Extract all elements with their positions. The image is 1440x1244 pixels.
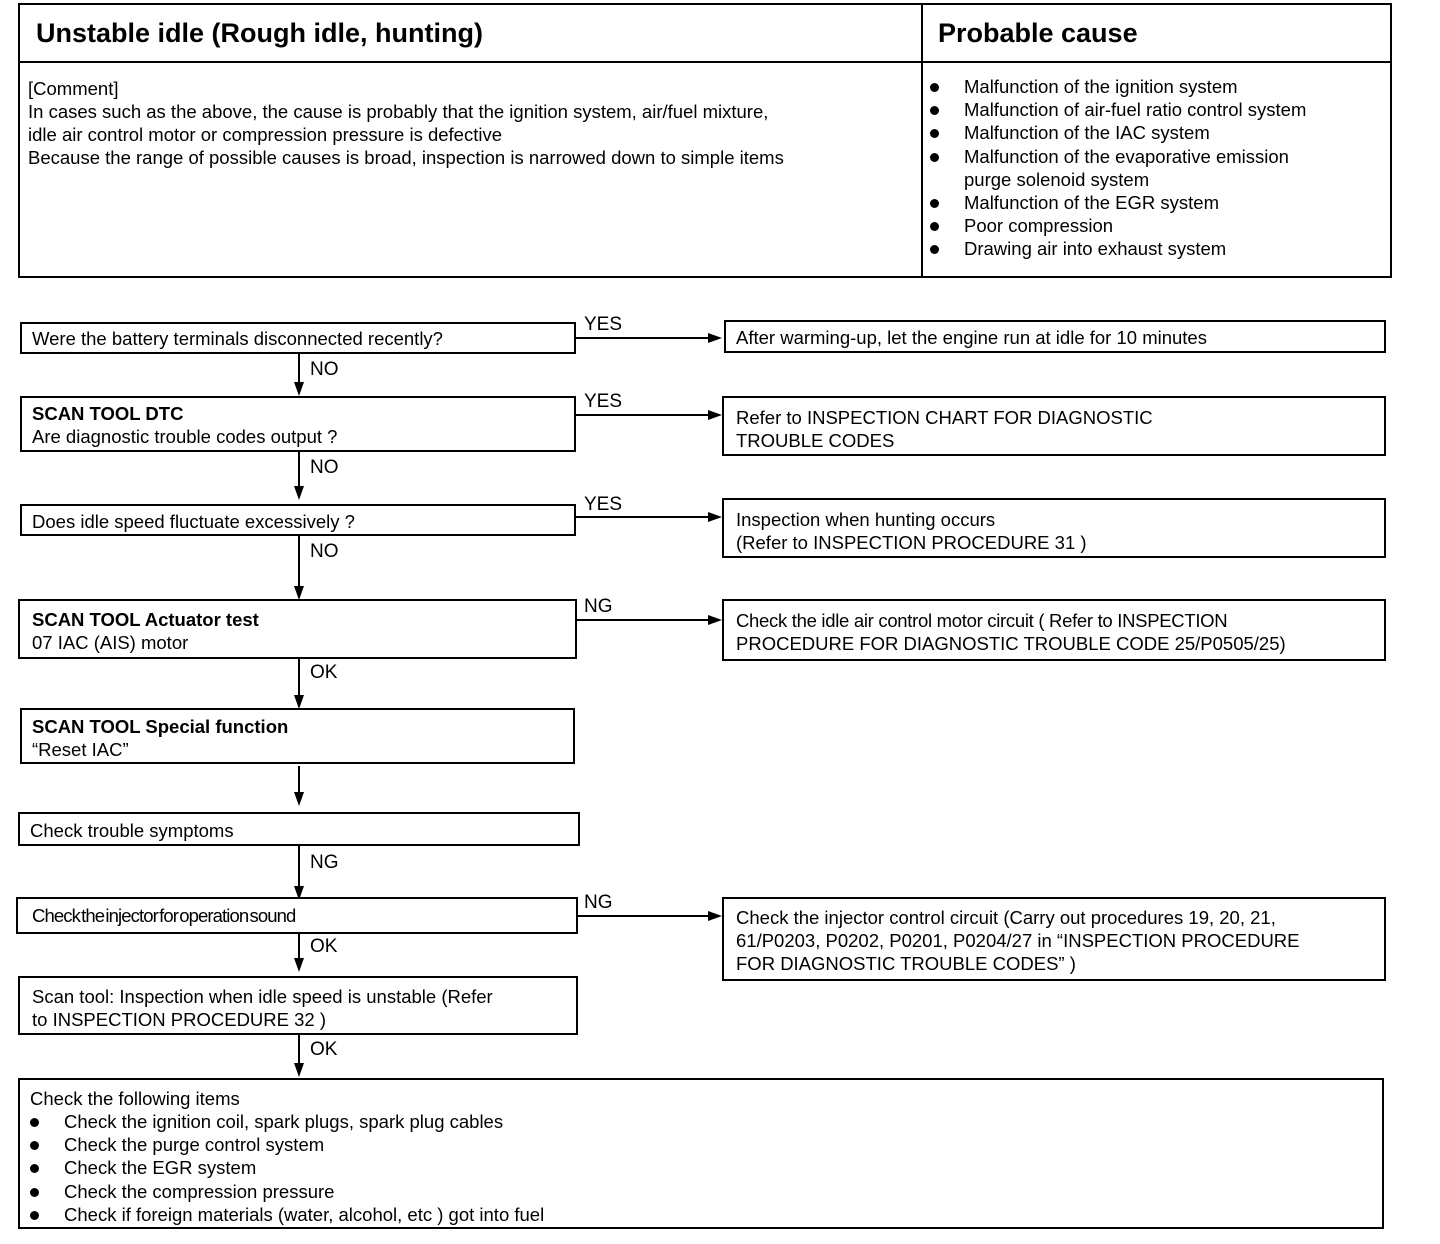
final-check-item: Check the purge control system	[24, 1133, 544, 1156]
step-check-trouble-symptoms: Check trouble symptoms	[18, 812, 580, 846]
probable-cause-item: Malfunction of the IAC system	[924, 121, 1306, 144]
down-label-no: NO	[310, 541, 339, 562]
final-check-list	[24, 1110, 544, 1226]
final-check-item: Check if foreign materials (water, alcohol, etc ) got into fuel	[24, 1203, 544, 1226]
connector-line	[576, 337, 710, 339]
arrow-down-icon	[294, 1063, 304, 1077]
connector-line	[576, 414, 710, 416]
arrow-down-icon	[294, 792, 304, 806]
arrow-down-icon	[294, 586, 304, 600]
result-hunting-inspection: Inspection when hunting occurs (Refer to INSPECTION PROCEDURE 31 )	[722, 498, 1386, 558]
connector-line	[576, 516, 710, 518]
result-warm-up: After warming-up, let the engine run at idle for 10 minutes	[724, 320, 1386, 353]
arrow-right-icon	[708, 410, 722, 420]
connector-line	[298, 452, 300, 488]
step-scan-tool-idle-unstable: Scan tool: Inspection when idle speed is unstable (Refer to INSPECTION PROCEDURE 32 )	[18, 976, 578, 1035]
connector-line	[578, 915, 710, 917]
branch-label-ng: NG	[584, 596, 613, 617]
arrow-right-icon	[708, 333, 722, 343]
step-injector-operation-sound: Check the injector for operation sound	[16, 897, 578, 934]
result-inspection-chart-dtc: Refer to INSPECTION CHART FOR DIAGNOSTIC TROUBLE CODES	[722, 396, 1386, 456]
header-column-divider	[921, 3, 923, 278]
probable-cause-item: Malfunction of the evaporative emission purge solenoid system	[924, 145, 1306, 191]
final-check-item: Check the compression pressure	[24, 1180, 544, 1203]
final-check-items	[18, 1078, 1384, 1229]
down-label-no: NO	[310, 457, 339, 478]
comment-block	[28, 77, 784, 169]
step-battery-terminals: Were the battery terminals disconnected recently?	[20, 322, 576, 354]
header-row-divider	[18, 61, 1392, 63]
comment-label: [Comment]	[28, 78, 119, 99]
final-check-item: Check the EGR system	[24, 1156, 544, 1179]
comment-line: idle air control motor or compression pressure is defective	[28, 124, 502, 145]
arrow-down-icon	[294, 958, 304, 972]
branch-label-ng: NG	[584, 892, 613, 913]
comment-line: In cases such as the above, the cause is probably that the ignition system, air/fuel mixture,	[28, 101, 769, 122]
branch-label-yes: YES	[584, 314, 623, 335]
connector-line	[298, 846, 300, 888]
probable-cause-item: Malfunction of the EGR system	[924, 191, 1306, 214]
connector-line	[298, 766, 300, 794]
connector-line	[298, 659, 300, 697]
down-label-no: NO	[310, 359, 339, 380]
branch-label-yes: YES	[584, 494, 623, 515]
arrow-down-icon	[294, 695, 304, 709]
step-actuator-test: SCAN TOOL Actuator test 07 IAC (AIS) motor	[18, 599, 577, 659]
step-special-function-reset-iac: SCAN TOOL Special function “Reset IAC”	[20, 708, 575, 764]
connector-line	[298, 536, 300, 588]
down-label-ok: OK	[310, 662, 338, 683]
connector-line	[298, 1035, 300, 1065]
arrow-down-icon	[294, 486, 304, 500]
step-scan-tool-dtc: SCAN TOOL DTC Are diagnostic trouble codes output ?	[20, 396, 576, 452]
page-title: Unstable idle (Rough idle, hunting)	[36, 18, 483, 48]
probable-cause-title: Probable cause	[938, 18, 1138, 48]
final-check-title: Check the following items	[30, 1088, 240, 1109]
probable-cause-item: Poor compression	[924, 214, 1306, 237]
arrow-right-icon	[708, 615, 722, 625]
arrow-down-icon	[294, 382, 304, 396]
comment-line: Because the range of possible causes is broad, inspection is narrowed down to simple items	[28, 147, 784, 168]
probable-cause-item: Malfunction of air-fuel ratio control system	[924, 98, 1306, 121]
down-label-ng: NG	[310, 852, 339, 873]
connector-line	[298, 354, 300, 384]
down-label-ok: OK	[310, 936, 338, 957]
connector-line	[577, 619, 710, 621]
final-check-item: Check the ignition coil, spark plugs, spark plug cables	[24, 1110, 544, 1133]
down-label-ok: OK	[310, 1039, 338, 1060]
step-idle-fluctuate: Does idle speed fluctuate excessively ?	[20, 504, 576, 536]
result-injector-control-circuit: Check the injector control circuit (Carry out procedures 19, 20, 21, 61/P0203, P0202, P0201, P0204/27 in “INSPECTION PROCEDURE FOR DIAGNOSTIC TROUBLE CODES” )	[722, 897, 1386, 981]
branch-label-yes: YES	[584, 391, 623, 412]
arrow-right-icon	[708, 512, 722, 522]
arrow-right-icon	[708, 911, 722, 921]
probable-cause-item: Drawing air into exhaust system	[924, 237, 1306, 260]
connector-line	[298, 934, 300, 960]
probable-cause-item: Malfunction of the ignition system	[924, 75, 1306, 98]
probable-cause-list	[924, 75, 1306, 261]
result-iac-motor-circuit: Check the idle air control motor circuit ( Refer to INSPECTION PROCEDURE FOR DIAGNOSTIC TROUBLE CODE 25/P0505/25)	[722, 599, 1386, 661]
